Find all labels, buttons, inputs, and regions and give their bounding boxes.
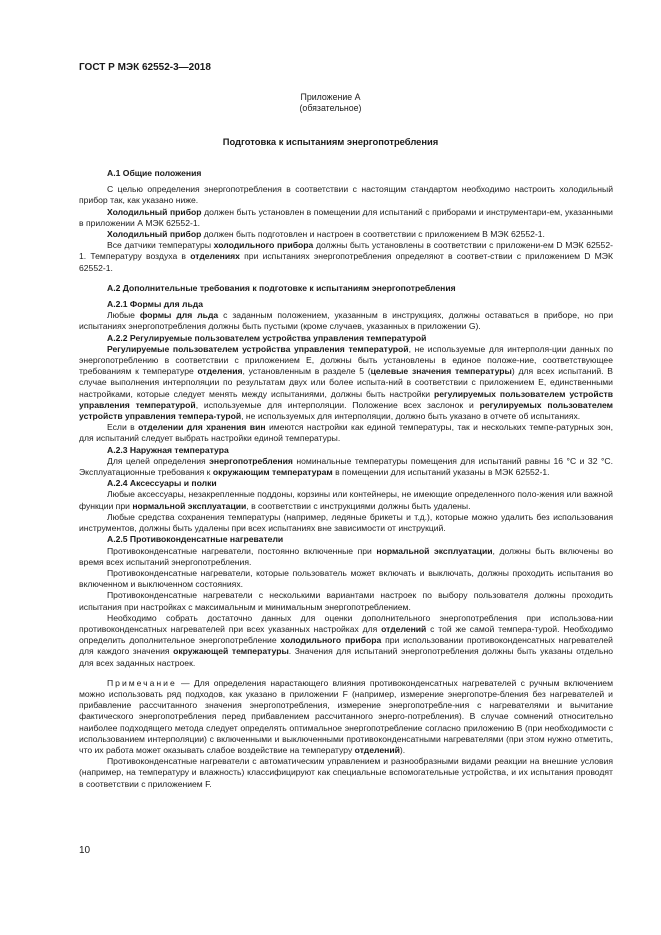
- paragraph: Регулируемые пользователем устройства управления температурой, не используемые для интерполя-ции данных по энергопотреблению в соответствии с приложением Е, должны быть установлены в единое положе-ние, соответствующее требованиям к температуре отделения, установленным в разделе 5 (целевые значения температуры) для всех испытаний. В случае выполнения интерполяции по результатам двух или более испыта-ний в соответствии с приложением Е, единственными настройками, которые следует менять между испытаниями, должны быть настройки регулируемых пользователем устройств управления температурой, используемые для интерполяции. Положение всех заслонок и регулируемых пользователем устройств управления темпера-турой, не используемых для интерполяции, должно быть указано в отчете об испытаниях.: [79, 343, 613, 422]
- subsection-heading: А.2.4 Аксессуары и полки: [107, 478, 217, 489]
- standard-header: ГОСТ Р МЭК 62552-3—2018: [79, 62, 211, 73]
- paragraph: Противоконденсатные нагреватели, постоянно включенные при нормальной эксплуатации, должны быть включены во время всех испытаний энергопотребления.: [79, 545, 613, 567]
- subsection-heading: А.2.2 Регулируемые пользователем устройства управления температурой: [107, 332, 427, 343]
- paragraph: Если в отделении для хранения вин имеются настройки как единой температуры, так и нескольких темпе-ратурных зон, для испытаний следует выбрать настройки единой температуры.: [79, 422, 613, 444]
- paragraph: Холодильный прибор должен быть установлен в помещении для испытаний с приборами и инструментари-ем, указанными в приложении А МЭК 62552-1.: [79, 206, 613, 228]
- note-label: Примечание: [107, 677, 177, 688]
- paragraph: Для целей определения энергопотребления номинальные температуры помещения для испытаний равны 16 °С и 32 °С. Эксплуатационные требования к окружающим температурам в помещении для испытаний указаны в МЭК 62552-1.: [79, 455, 614, 478]
- paragraph: Противоконденсатные нагреватели с несколькими вариантами настроек по выбору пользователя должны проходить испытания при настройках с максимальным и минимальным энергопотреблением.: [79, 590, 613, 612]
- section-heading-a1: А.1 Общие положения: [107, 168, 202, 178]
- appendix-label: Приложение А: [300, 92, 361, 102]
- subsection-heading: А.2.1 Формы для льда: [107, 299, 204, 310]
- paragraph: Противоконденсатные нагреватели, которые пользователь может включать и выключать, должны проходить испытания во включенном и выключенном состояниях.: [79, 567, 613, 590]
- appendix-title: Подготовка к испытаниям энергопотребления: [222, 136, 439, 147]
- paragraph: Противоконденсатные нагреватели с автоматическим управлением и разнообразными видами реакции на внешние условия (например, на температуру и влажность) классифицируют как специальные вспомогательные устройства, и их испытания проводят в соответствии с приложением F.: [79, 756, 613, 789]
- document-body: [79, 168, 613, 790]
- paragraph: Любые формы для льда с заданным положением, указанным в инструкциях, должны оставаться в приборе, но при испытаниях энергопотребления должны быть пустыми (кроме случаев, указанных в приложении G).: [79, 310, 613, 332]
- page-number: 10: [79, 845, 91, 856]
- subsection-heading: А.2.3 Наружная температура: [107, 444, 229, 455]
- paragraph: Любые средства сохранения температуры (например, ледяные брикеты и т.д.), которые можно удалить без использования инструментов, должны быть удалены при всех испытаниях вне зависимости от инструкций.: [79, 511, 613, 534]
- paragraph: Любые аксессуары, незакрепленные поддоны, корзины или контейнеры, не имеющие определенного поло-жения или важной функции при нормальной эксплуатации, в соответствии с инструкциями должны быть удалены.: [79, 489, 613, 511]
- section-heading-a2: А.2 Дополнительные требования к подготовке к испытаниям энергопотребления: [107, 282, 456, 293]
- paragraph: Все датчики температуры холодильного прибора должны быть установлены в соответствии с приложени-ем D МЭК 62552-1. Температуру воздуха в отделениях при испытаниях энергопотребления определяют в соответ-ствии с приложением D МЭК 62552-1.: [79, 240, 613, 273]
- paragraph: С целью определения энергопотребления в соответствии с настоящим стандартом необходимо настроить холодильный прибор так, как указано ниже.: [79, 184, 613, 206]
- paragraph: Необходимо собрать достаточно данных для оценки дополнительного энергопотребления при использова-нии противоконденсатных нагревателей при всех указанных настройках для отделений с той же самой темпера-турой. Необходимо определить дополнительное энергопотребление холодильного прибора при использовании противоконденсатных нагревателей для каждого значения окружающей температуры. Значения для испытаний энергопотребления должны быть указаны отдельно для всех заданных настроек.: [79, 612, 613, 668]
- paragraph: Холодильный прибор должен быть подготовлен и настроен в соответствии с приложением В МЭК 62552-1.: [107, 229, 545, 240]
- subsection-heading: А.2.5 Противоконденсатные нагреватели: [107, 534, 284, 545]
- appendix-status: (обязательное): [299, 103, 362, 113]
- note: Примечание — Для определения нарастающего влияния противоконденсатных нагревателей с ручным включением можно использовать ряд подходов, как указано в приложении F (например, измерение энергопотре-бления без нагревателей и прибавление рассчитанного значения энергопотребления, измерение энергопотребле-ния с нагревателями и вычитание фактического энергопотребления перед прибавлением рассчитанного энерго-потребления). В случае сомнений относительно наиболее подходящего метода следует определять оптимальное энергопотребление согласно приложению В (при необходимости с использованием интерполяции) с включенными и выключенными противоконденсатными нагревателями (при этом нужно отметить, что их работа может оказывать слабое воздействие на температуру отделений).: [79, 677, 613, 755]
